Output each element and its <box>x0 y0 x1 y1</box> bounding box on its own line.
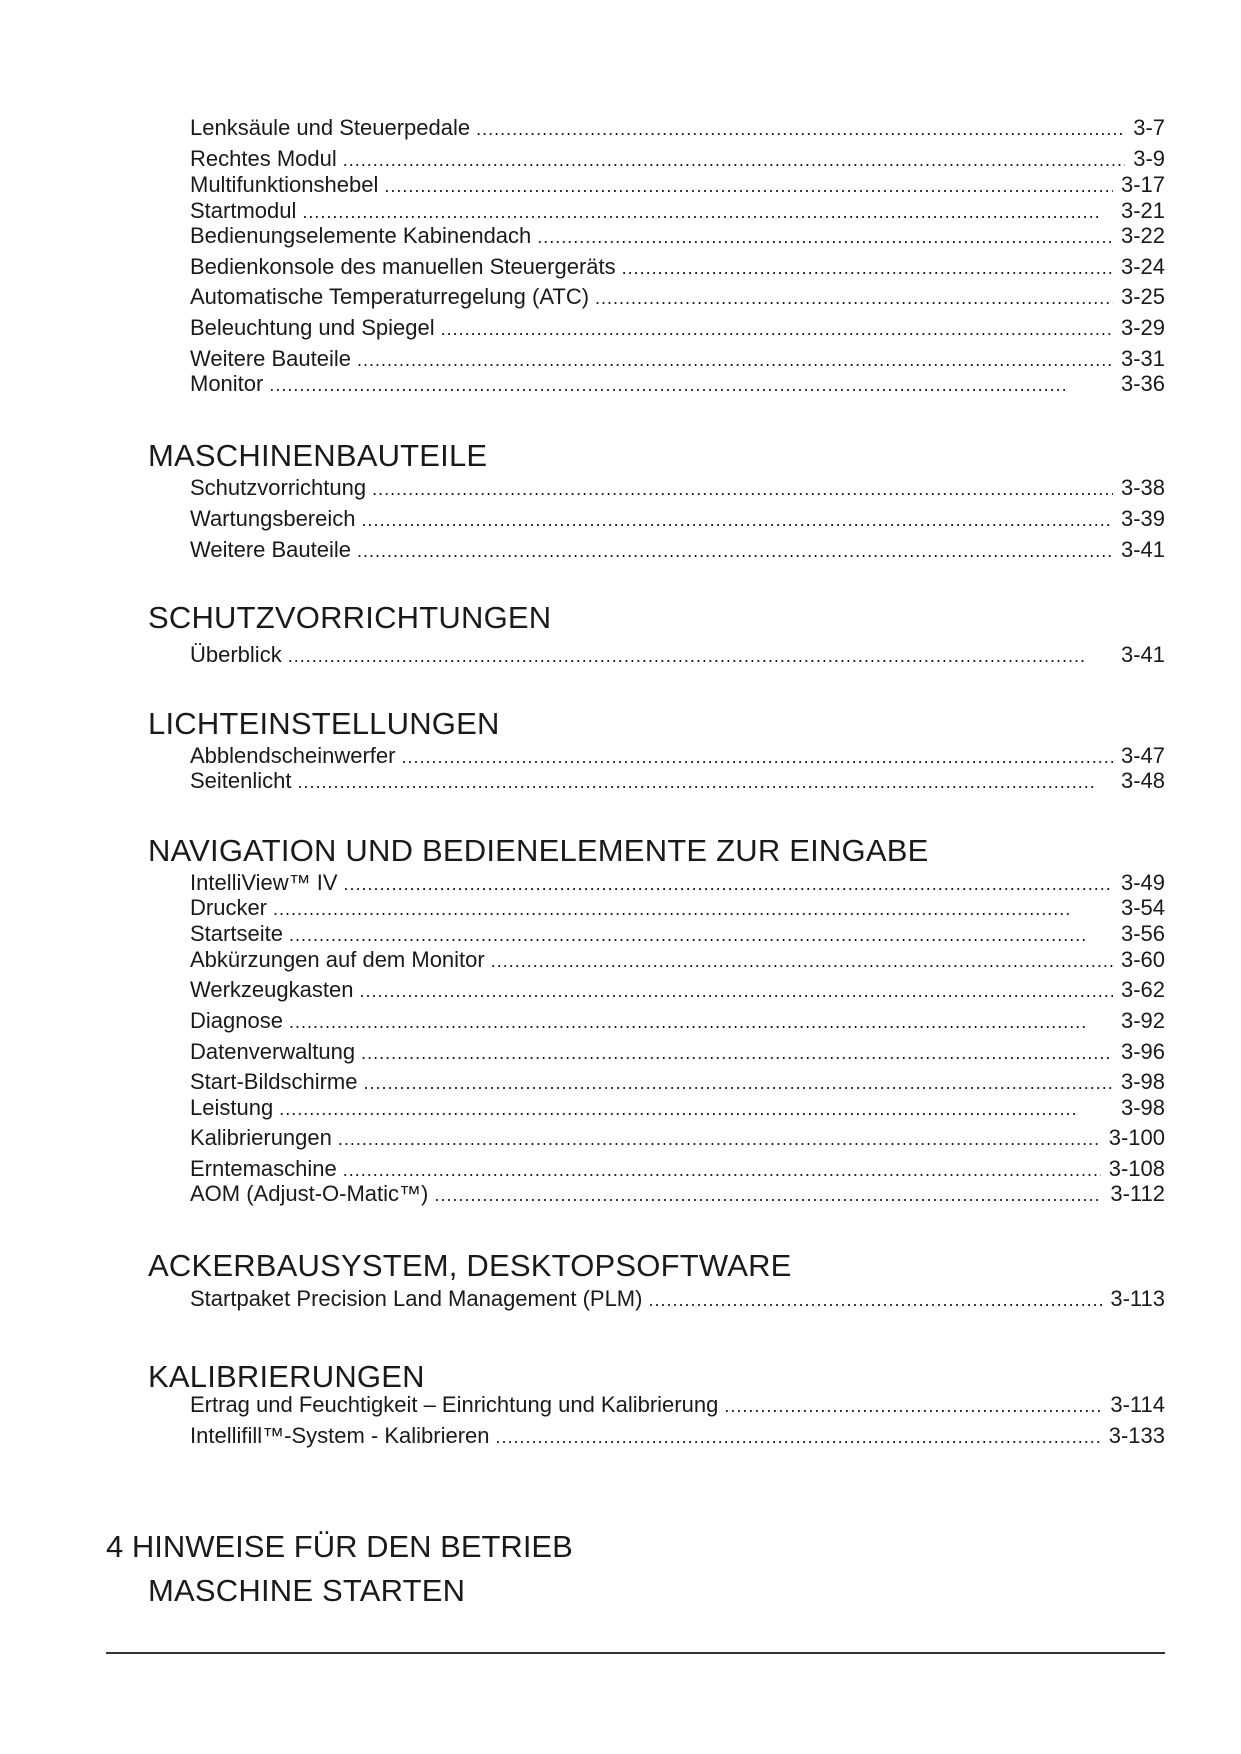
toc-leader <box>269 371 1113 398</box>
toc-entry-page: 3-62 <box>1120 977 1165 1002</box>
toc-entry-title: Überblick <box>190 642 282 667</box>
toc-entry[interactable] <box>190 946 1165 974</box>
toc-entry-title: Intellifill™-System - Kalibrieren <box>190 1423 490 1448</box>
toc-entry-title: Weitere Bauteile <box>190 537 352 562</box>
toc-leader <box>279 1095 1113 1122</box>
toc-entry-page: 3-112 <box>1110 1181 1165 1206</box>
toc-entry-page: 3-113 <box>1110 1286 1165 1311</box>
toc-entry-page: 3-7 <box>1133 115 1165 140</box>
toc-entry-title: Bedienungselemente Kabinendach <box>190 223 532 248</box>
toc-entry-page: 3-54 <box>1120 895 1165 920</box>
toc-leader <box>289 921 1113 948</box>
toc-entry-page: 3-49 <box>1120 870 1165 895</box>
toc-entry[interactable] <box>190 1285 1165 1313</box>
toc-leader <box>288 642 1113 669</box>
toc-entry[interactable] <box>190 742 1165 770</box>
toc-entry-title: Lenksäule und Steuerpedale <box>190 115 471 140</box>
toc-entry-title: Seitenlicht <box>190 768 292 793</box>
toc-entry-page: 3-108 <box>1108 1156 1165 1181</box>
toc-entry-page: 3-48 <box>1120 768 1165 793</box>
toc-entry-title: Wartungsbereich <box>190 506 356 531</box>
chapter-heading: 4 HINWEISE FÜR DEN BETRIEB <box>106 1529 573 1564</box>
bottom-rule <box>106 1652 1165 1654</box>
toc-entry[interactable] <box>190 114 1165 142</box>
section-heading-maschinenbauteile: MASCHINENBAUTEILE <box>148 438 488 473</box>
toc-leader <box>273 895 1113 922</box>
toc-entry-page: 3-92 <box>1120 1008 1165 1033</box>
toc-entry[interactable] <box>190 1038 1165 1066</box>
toc-entry-title: Beleuchtung und Spiegel <box>190 315 435 340</box>
toc-entry-page: 3-100 <box>1108 1125 1165 1150</box>
toc-entry-page: 3-17 <box>1120 172 1165 197</box>
section-heading-kalibrierungen: KALIBRIERUNGEN <box>148 1359 425 1394</box>
toc-entry-title: Automatische Temperaturregelung (ATC) <box>190 284 590 309</box>
toc-leader <box>343 1156 1101 1183</box>
toc-entry-page: 3-38 <box>1120 475 1165 500</box>
toc-entry[interactable] <box>190 505 1165 533</box>
toc-leader <box>343 146 1125 173</box>
toc-leader <box>357 346 1113 373</box>
toc-entry[interactable] <box>190 1094 1165 1122</box>
toc-entry-title: Bedienkonsole des manuellen Steuergeräts <box>190 254 616 279</box>
toc-leader <box>476 115 1125 142</box>
toc-leader <box>363 1069 1112 1096</box>
toc-entry[interactable] <box>190 767 1165 795</box>
toc-leader <box>338 1125 1101 1152</box>
toc-entry[interactable] <box>190 197 1165 225</box>
toc-entry-title: Rechtes Modul <box>190 146 337 171</box>
toc-entry[interactable] <box>190 1391 1165 1419</box>
toc-entry-page: 3-96 <box>1120 1039 1165 1064</box>
toc-entry-page: 3-47 <box>1120 743 1165 768</box>
toc-entry[interactable] <box>190 536 1165 564</box>
toc-leader <box>372 475 1113 502</box>
toc-leader <box>289 1008 1113 1035</box>
toc-leader <box>298 768 1113 795</box>
toc-entry-title: Schutzvorrichtung <box>190 475 367 500</box>
toc-entry-title: Ertrag und Feuchtigkeit – Einrichtung und Kalibrierung <box>190 1392 719 1417</box>
toc-entry[interactable] <box>190 474 1165 502</box>
toc-entry-page: 3-60 <box>1120 947 1165 972</box>
toc-entry-page: 3-98 <box>1120 1069 1165 1094</box>
toc-entry[interactable] <box>190 1124 1165 1152</box>
toc-entry-page: 3-9 <box>1133 146 1165 171</box>
toc-leader <box>622 254 1113 281</box>
toc-entry-page: 3-98 <box>1120 1095 1165 1120</box>
toc-entry[interactable] <box>190 1068 1165 1096</box>
toc-entry[interactable] <box>190 1155 1165 1183</box>
section-heading-schutzvorrichtungen: SCHUTZVORRICHTUNGEN <box>148 600 552 635</box>
toc-entry-title: Monitor <box>190 371 264 396</box>
toc-leader <box>434 1181 1102 1208</box>
toc-entry[interactable] <box>190 1180 1165 1208</box>
toc-leader <box>359 977 1113 1004</box>
toc-leader <box>344 870 1113 897</box>
toc-entry-title: Weitere Bauteile <box>190 346 352 371</box>
toc-leader <box>537 223 1113 250</box>
toc-entry-page: 3-39 <box>1120 506 1165 531</box>
toc-leader <box>595 284 1113 311</box>
toc-entry-title: Startseite <box>190 921 283 946</box>
toc-entry-title: Multifunktionshebel <box>190 172 379 197</box>
toc-entry-title: Drucker <box>190 895 268 920</box>
toc-entry-title: Datenverwaltung <box>190 1039 356 1064</box>
toc-entry[interactable] <box>190 171 1165 199</box>
toc-entry[interactable] <box>190 222 1165 250</box>
toc-leader <box>648 1286 1102 1313</box>
toc-entry[interactable] <box>190 920 1165 948</box>
toc-entry-page: 3-21 <box>1120 198 1165 223</box>
toc-entry-title: Abblendscheinwerfer <box>190 743 396 768</box>
toc-entry-page: 3-114 <box>1110 1392 1165 1417</box>
toc-entry[interactable] <box>190 894 1165 922</box>
toc-entry-page: 3-25 <box>1120 284 1165 309</box>
toc-leader <box>357 537 1113 564</box>
toc-leader <box>361 1039 1113 1066</box>
toc-leader <box>724 1392 1102 1419</box>
toc-entry-title: Leistung <box>190 1095 274 1120</box>
toc-entry[interactable] <box>190 1007 1165 1035</box>
toc-leader <box>384 172 1113 199</box>
toc-entry-page: 3-29 <box>1120 315 1165 340</box>
toc-leader <box>441 315 1113 342</box>
toc-leader <box>361 506 1112 533</box>
toc-entry[interactable] <box>190 314 1165 342</box>
toc-leader <box>491 947 1113 974</box>
toc-entry[interactable] <box>190 145 1165 173</box>
toc-entry-title: AOM (Adjust-O-Matic™) <box>190 1181 429 1206</box>
toc-entry-title: Abkürzungen auf dem Monitor <box>190 947 485 972</box>
toc-entry[interactable] <box>190 283 1165 311</box>
toc-entry-page: 3-41 <box>1120 642 1165 667</box>
toc-entry-title: Startpaket Precision Land Management (PLM) <box>190 1286 643 1311</box>
toc-entry-page: 3-56 <box>1120 921 1165 946</box>
toc-entry-title: Kalibrierungen <box>190 1125 332 1150</box>
toc-entry-title: Diagnose <box>190 1008 283 1033</box>
toc-entry-title: IntelliView™ IV <box>190 870 338 895</box>
toc-entry[interactable] <box>190 370 1165 398</box>
section-heading-navigation: NAVIGATION UND BEDIENELEMENTE ZUR EINGABE <box>148 833 929 868</box>
section-heading-maschine-starten: MASCHINE STARTEN <box>148 1573 466 1608</box>
toc-leader <box>302 198 1113 225</box>
toc-entry[interactable] <box>190 976 1165 1004</box>
toc-entry-page: 3-133 <box>1108 1423 1165 1448</box>
toc-entry-title: Werkzeugkasten <box>190 977 354 1002</box>
toc-entry-page: 3-31 <box>1120 346 1165 371</box>
toc-entry-page: 3-22 <box>1120 223 1165 248</box>
toc-entry[interactable] <box>190 641 1165 669</box>
toc-leader <box>401 743 1112 770</box>
toc-leader <box>496 1423 1101 1450</box>
toc-entry-title: Start-Bildschirme <box>190 1069 358 1094</box>
toc-entry-page: 3-36 <box>1120 371 1165 396</box>
toc-entry[interactable] <box>190 869 1165 897</box>
section-heading-ackerbausystem: ACKERBAUSYSTEM, DESKTOPSOFTWARE <box>148 1248 792 1283</box>
toc-entry[interactable] <box>190 253 1165 281</box>
section-heading-lichteinstellungen: LICHTEINSTELLUNGEN <box>148 706 500 741</box>
toc-entry-page: 3-41 <box>1120 537 1165 562</box>
toc-entry-page: 3-24 <box>1120 254 1165 279</box>
toc-entry-title: Erntemaschine <box>190 1156 337 1181</box>
toc-entry[interactable] <box>190 345 1165 373</box>
toc-entry[interactable] <box>190 1422 1165 1450</box>
toc-entry-title: Startmodul <box>190 198 297 223</box>
